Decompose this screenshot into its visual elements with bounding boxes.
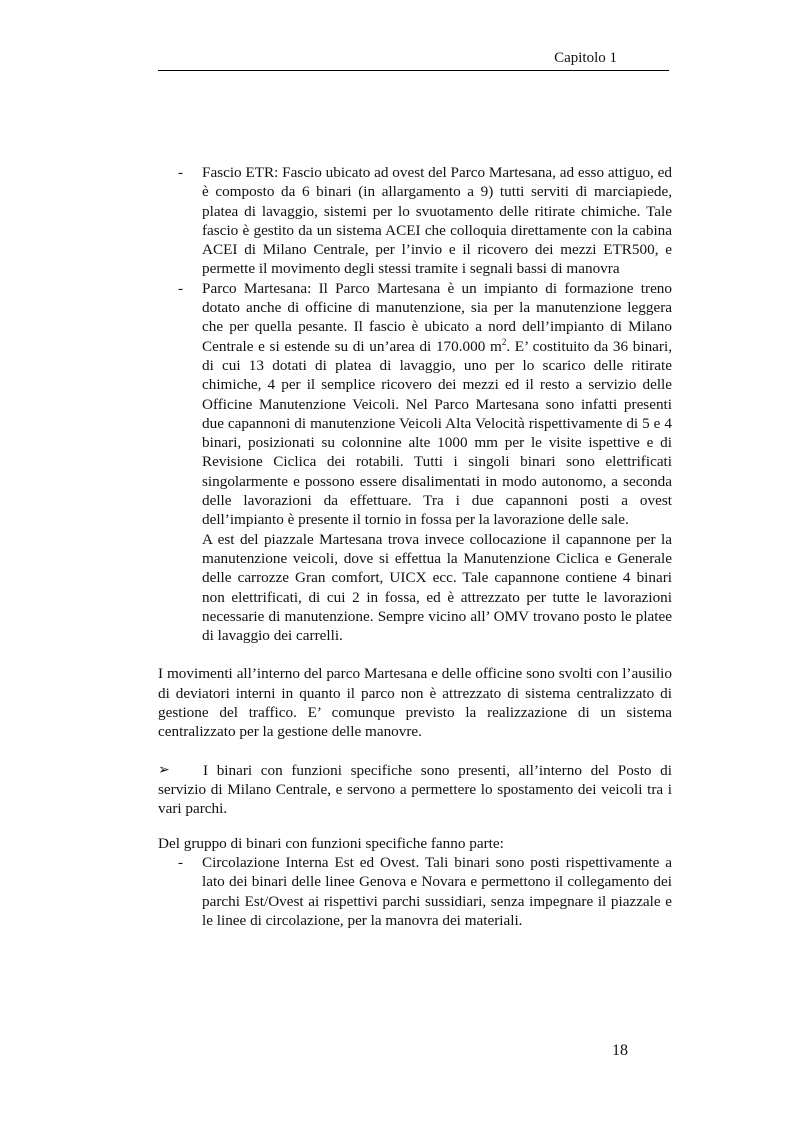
paragraph-binari [158,761,672,819]
list-dash: - [178,164,184,181]
list-dash: - [178,279,184,297]
list-item-circolazione [158,853,672,930]
paragraph-gruppo: Del gruppo di binari con funzioni specifiche fanno parte: [158,834,504,852]
page-number: 18 [612,1042,628,1059]
superscript: 2 [501,336,507,347]
list-item-text-continued: A est del piazzale Martesana trova invece collocazione il capannone per la manutenzione veicoli, dove si effettua la Manutenzione Ciclica e Generale delle carrozze Gran comfort, UICX ecc. Tale capannone contiene 4 binari non elettrificati, di cui 2 in fossa, ed è attrezzato per tutte le lavorazioni necessarie di manutenzione. Sempre vicino all’ OMV trovano posto le platee di lavaggio dei carrelli. [202,530,672,645]
page-header [158,48,669,71]
page-content [158,163,672,930]
list-item-text: Circolazione Interna Est ed Ovest. Tali binari sono posti rispettivamente a lato dei binari delle linee Genova e Novara e permettono il collegamento dei parchi Est/Ovest ai rispettivi parchi sussidiari, senza impegnare il piazzale e le linee di circolazione, per la manovra dei materiali. [202,853,672,929]
paragraph-movimenti: I movimenti all’interno del parco Martesana e delle officine sono svolti con l’ausilio di deviatori interni in quanto il parco non è attrezzato di sistema centralizzato di gestione del traffico. E’ comunque previsto la realizzazione di un sistema centralizzato per la gestione delle manovre. [158,665,672,741]
arrow-bullet-icon: ➢ [158,761,170,778]
chapter-title: Capitolo 1 [554,50,617,66]
list-item-text: Fascio ETR: Fascio ubicato ad ovest del Parco Martesana, ad esso attiguo, ed è composto da 6 binari (in allargamento a 9) tutti serviti di marciapiede, platea di lavaggio, sistemi per lo svuotamento delle ritirate chimiche. Tale fascio è gestito da un sistema ACEI che colloquia direttamente con la cabina ACEI di Milano Centrale, per l’invio e il ricovero dei mezzi ETR500, e permette il movimento degli stessi tramite i segnali bassi di manovra [202,164,672,278]
list-dash: - [178,853,184,871]
list-item-parco-martesana [158,279,672,646]
list-item-text: Parco Martesana: Il Parco Martesana è un impianto di formazione treno dotato anche di officine di manutenzione, sia per la manutenzione leggera che per quella pesante. Il fascio è ubicato a nord dell’impianto di Milano Centrale e si estende su di un’area di 170.000 $m^2$. E’ costituito da 36 binari, di cui 13 dotati di platea di lavaggio, uno per lo scarico delle ritirate chimiche, 4 per il semplice ricovero dei mezzi ed il resto a servizio delle Officine Manutenzione Veicoli. Nel Parco Martesana sono infatti presenti due capannoni di manutenzione Veicoli Alta Velocità rispettivamente di 5 e 4 binari, posizionati su colonnine alte 1000 mm per le visite ispettive e di Revisione Ciclica dei rotabili. Tutti i singoli binari sono elettrificati singolarmente e possono essere disalimentati in modo autonomo, a seconda delle lavorazioni da effettuare. Tra i due capannoni posti a ovest dell’impianto è presente il tornio in fossa per la lavorazione delle sale. [202,279,672,529]
list-item-fascio-etr [158,163,672,279]
paragraph-binari-text: I binari con funzioni specifiche sono presenti, all’interno del Posto di servizio di Milano Centrale, e servono a permettere lo spostamento dei veicoli tra i vari parchi. [158,761,672,818]
